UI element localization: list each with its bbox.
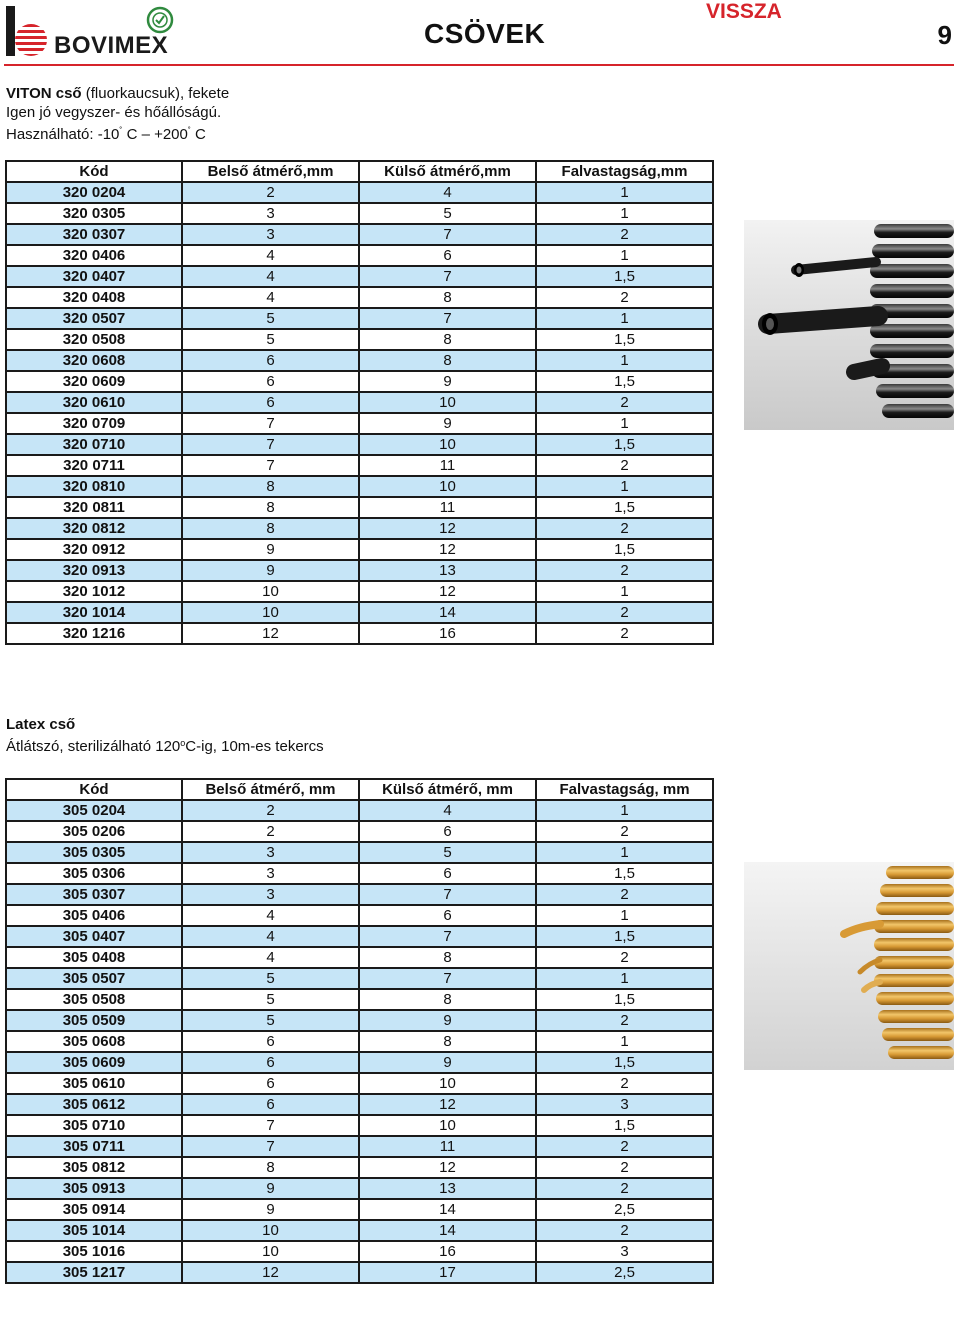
- cell-code: 320 0912: [6, 539, 182, 560]
- header-wall-thickness: Falvastagság, mm: [536, 779, 713, 800]
- cell-inner-diameter: 10: [182, 602, 359, 623]
- certification-badge-icon: [146, 6, 174, 34]
- cell-inner-diameter: 7: [182, 434, 359, 455]
- cell-code: 305 0711: [6, 1136, 182, 1157]
- cell-outer-diameter: 13: [359, 560, 536, 581]
- table-row: [6, 968, 713, 989]
- cell-wall-thickness: 2: [536, 1178, 713, 1199]
- cell-outer-diameter: 7: [359, 308, 536, 329]
- cell-outer-diameter: 16: [359, 1241, 536, 1262]
- cell-wall-thickness: 2: [536, 1220, 713, 1241]
- cell-outer-diameter: 16: [359, 623, 536, 644]
- cell-wall-thickness: 2,5: [536, 1199, 713, 1220]
- cell-inner-diameter: 6: [182, 350, 359, 371]
- cell-inner-diameter: 4: [182, 947, 359, 968]
- cell-inner-diameter: 3: [182, 863, 359, 884]
- cell-outer-diameter: 12: [359, 581, 536, 602]
- table-row: [6, 884, 713, 905]
- table-row: [6, 392, 713, 413]
- header-code: Kód: [6, 161, 182, 182]
- cell-code: 305 0507: [6, 968, 182, 989]
- cell-outer-diameter: 9: [359, 413, 536, 434]
- cell-outer-diameter: 7: [359, 224, 536, 245]
- cell-wall-thickness: 1,5: [536, 434, 713, 455]
- cell-inner-diameter: 5: [182, 329, 359, 350]
- cell-outer-diameter: 14: [359, 1220, 536, 1241]
- cell-inner-diameter: 2: [182, 821, 359, 842]
- table-row: [6, 224, 713, 245]
- table-row: [6, 1199, 713, 1220]
- cell-wall-thickness: 2: [536, 224, 713, 245]
- bovimex-logo: [4, 2, 174, 60]
- back-link[interactable]: VISSZA: [706, 0, 782, 23]
- latex-spec-table: [5, 778, 714, 1284]
- cell-inner-diameter: 7: [182, 1115, 359, 1136]
- table-header-row: [6, 779, 713, 800]
- cell-outer-diameter: 10: [359, 434, 536, 455]
- cell-wall-thickness: 1,5: [536, 989, 713, 1010]
- cell-wall-thickness: 2: [536, 287, 713, 308]
- cell-code: 320 0609: [6, 371, 182, 392]
- cell-code: 305 0913: [6, 1178, 182, 1199]
- cell-code: 320 0608: [6, 350, 182, 371]
- table-row: [6, 1241, 713, 1262]
- table-row: [6, 1262, 713, 1283]
- cell-inner-diameter: 6: [182, 392, 359, 413]
- table-row: [6, 287, 713, 308]
- cell-inner-diameter: 12: [182, 1262, 359, 1283]
- cell-code: 320 0407: [6, 266, 182, 287]
- cell-code: 320 0913: [6, 560, 182, 581]
- cell-outer-diameter: 9: [359, 1010, 536, 1031]
- cell-code: 320 0810: [6, 476, 182, 497]
- latex-description: [6, 715, 324, 756]
- viton-description: [6, 84, 229, 144]
- cell-wall-thickness: 1,5: [536, 926, 713, 947]
- header-divider: [4, 64, 954, 66]
- table-row: [6, 308, 713, 329]
- page-title: CSÖVEK: [424, 18, 546, 49]
- cell-code: 305 0406: [6, 905, 182, 926]
- cell-code: 305 1217: [6, 1262, 182, 1283]
- cell-inner-diameter: 5: [182, 1010, 359, 1031]
- latex-property-line: [6, 734, 324, 756]
- cell-code: 305 0509: [6, 1010, 182, 1031]
- cell-wall-thickness: 1: [536, 968, 713, 989]
- cell-inner-diameter: 5: [182, 308, 359, 329]
- table-row: [6, 455, 713, 476]
- cell-code: 305 0812: [6, 1157, 182, 1178]
- cell-wall-thickness: 2: [536, 602, 713, 623]
- cell-wall-thickness: 1,5: [536, 1052, 713, 1073]
- cell-wall-thickness: 1: [536, 800, 713, 821]
- cell-outer-diameter: 5: [359, 203, 536, 224]
- temp-unit-text: C: [190, 126, 206, 143]
- cell-wall-thickness: 1,5: [536, 539, 713, 560]
- cell-outer-diameter: 6: [359, 821, 536, 842]
- cell-code: 320 0710: [6, 434, 182, 455]
- cell-inner-diameter: 4: [182, 926, 359, 947]
- cell-inner-diameter: 3: [182, 842, 359, 863]
- cell-inner-diameter: 3: [182, 884, 359, 905]
- table-row: [6, 800, 713, 821]
- cell-outer-diameter: 7: [359, 926, 536, 947]
- cell-outer-diameter: 8: [359, 350, 536, 371]
- cell-wall-thickness: 1: [536, 308, 713, 329]
- table-row: [6, 1031, 713, 1052]
- cell-wall-thickness: 2: [536, 1073, 713, 1094]
- cell-code: 305 1016: [6, 1241, 182, 1262]
- cell-wall-thickness: 1,5: [536, 329, 713, 350]
- cell-outer-diameter: 9: [359, 1052, 536, 1073]
- cell-wall-thickness: 2: [536, 455, 713, 476]
- temp-min-text: Használható: -10: [6, 126, 120, 143]
- cell-wall-thickness: 2: [536, 1136, 713, 1157]
- cell-code: 320 0811: [6, 497, 182, 518]
- cell-outer-diameter: 14: [359, 1199, 536, 1220]
- table-row: [6, 350, 713, 371]
- cell-inner-diameter: 6: [182, 1052, 359, 1073]
- black-viton-tube-coil-photo: [744, 220, 954, 430]
- cell-inner-diameter: 4: [182, 266, 359, 287]
- table-row: [6, 329, 713, 350]
- degree-mark: ˚: [187, 126, 191, 136]
- table-row: [6, 863, 713, 884]
- cell-wall-thickness: 2: [536, 560, 713, 581]
- header-outer-diameter: Külső átmérő,mm: [359, 161, 536, 182]
- table-row: [6, 905, 713, 926]
- cell-outer-diameter: 4: [359, 800, 536, 821]
- cell-inner-diameter: 9: [182, 1178, 359, 1199]
- degree-mark: ˚: [119, 126, 123, 136]
- cell-inner-diameter: 5: [182, 989, 359, 1010]
- table-row: [6, 203, 713, 224]
- cell-inner-diameter: 4: [182, 245, 359, 266]
- table-row: [6, 623, 713, 644]
- table-row: [6, 476, 713, 497]
- cell-outer-diameter: 12: [359, 1094, 536, 1115]
- cell-wall-thickness: 2: [536, 821, 713, 842]
- cell-inner-diameter: 2: [182, 182, 359, 203]
- latex-property-text-end: C-ig, 10m-es tekercs: [185, 738, 324, 755]
- cell-outer-diameter: 8: [359, 1031, 536, 1052]
- cell-code: 305 1014: [6, 1220, 182, 1241]
- table-row: [6, 1073, 713, 1094]
- cell-wall-thickness: 2,5: [536, 1262, 713, 1283]
- cell-inner-diameter: 9: [182, 539, 359, 560]
- cell-outer-diameter: 10: [359, 476, 536, 497]
- cell-wall-thickness: 2: [536, 392, 713, 413]
- table-row: [6, 266, 713, 287]
- cell-outer-diameter: 11: [359, 455, 536, 476]
- cell-inner-diameter: 2: [182, 800, 359, 821]
- cell-inner-diameter: 6: [182, 371, 359, 392]
- cell-wall-thickness: 1: [536, 350, 713, 371]
- header-code: Kód: [6, 779, 182, 800]
- cell-code: 305 0408: [6, 947, 182, 968]
- cell-inner-diameter: 10: [182, 581, 359, 602]
- cell-inner-diameter: 6: [182, 1094, 359, 1115]
- table-row: [6, 821, 713, 842]
- cell-wall-thickness: 1,5: [536, 1115, 713, 1136]
- latex-title-line: [6, 715, 324, 734]
- cell-outer-diameter: 12: [359, 539, 536, 560]
- cell-wall-thickness: 1,5: [536, 266, 713, 287]
- cell-wall-thickness: 3: [536, 1094, 713, 1115]
- degree-mark: o: [180, 738, 186, 748]
- cell-inner-diameter: 3: [182, 224, 359, 245]
- cell-wall-thickness: 1,5: [536, 497, 713, 518]
- cell-code: 305 0914: [6, 1199, 182, 1220]
- cell-outer-diameter: 6: [359, 905, 536, 926]
- viton-temperature-line: [6, 122, 229, 144]
- cell-code: 305 0612: [6, 1094, 182, 1115]
- cell-code: 320 0709: [6, 413, 182, 434]
- cell-inner-diameter: 7: [182, 1136, 359, 1157]
- cell-outer-diameter: 7: [359, 266, 536, 287]
- viton-spec-table: [5, 160, 714, 645]
- cell-code: 305 0608: [6, 1031, 182, 1052]
- cell-outer-diameter: 12: [359, 1157, 536, 1178]
- cell-code: 320 0812: [6, 518, 182, 539]
- cell-inner-diameter: 6: [182, 1031, 359, 1052]
- cell-code: 320 1012: [6, 581, 182, 602]
- table-row: [6, 245, 713, 266]
- cell-code: 320 0204: [6, 182, 182, 203]
- cell-code: 320 1216: [6, 623, 182, 644]
- cell-outer-diameter: 7: [359, 884, 536, 905]
- amber-latex-tube-coil-photo: [744, 862, 954, 1070]
- cell-outer-diameter: 5: [359, 842, 536, 863]
- cell-code: 305 0305: [6, 842, 182, 863]
- cell-wall-thickness: 1: [536, 842, 713, 863]
- table-row: [6, 581, 713, 602]
- cell-wall-thickness: 2: [536, 884, 713, 905]
- cell-outer-diameter: 8: [359, 329, 536, 350]
- cell-inner-diameter: 9: [182, 560, 359, 581]
- cell-code: 320 0508: [6, 329, 182, 350]
- cell-wall-thickness: 1: [536, 1031, 713, 1052]
- cell-wall-thickness: 1: [536, 581, 713, 602]
- cell-outer-diameter: 10: [359, 1115, 536, 1136]
- table-row: [6, 539, 713, 560]
- cell-outer-diameter: 14: [359, 602, 536, 623]
- cell-outer-diameter: 13: [359, 1178, 536, 1199]
- cell-outer-diameter: 12: [359, 518, 536, 539]
- cell-wall-thickness: 1,5: [536, 371, 713, 392]
- cell-code: 305 0610: [6, 1073, 182, 1094]
- cell-wall-thickness: 2: [536, 1157, 713, 1178]
- cell-code: 320 0406: [6, 245, 182, 266]
- header-inner-diameter: Belső átmérő,mm: [182, 161, 359, 182]
- cell-outer-diameter: 8: [359, 947, 536, 968]
- viton-property-line: Igen jó vegyszer- és hőállóságú.: [6, 104, 222, 121]
- table-row: [6, 1220, 713, 1241]
- cell-inner-diameter: 12: [182, 623, 359, 644]
- cell-code: 320 0305: [6, 203, 182, 224]
- cell-code: 305 0306: [6, 863, 182, 884]
- cell-wall-thickness: 1: [536, 476, 713, 497]
- cell-code: 305 0407: [6, 926, 182, 947]
- table-row: [6, 371, 713, 392]
- viton-title-line: [6, 84, 229, 103]
- cell-wall-thickness: 1,5: [536, 863, 713, 884]
- header-wall-thickness: Falvastagság,mm: [536, 161, 713, 182]
- header-inner-diameter: Belső átmérő, mm: [182, 779, 359, 800]
- cell-inner-diameter: 8: [182, 497, 359, 518]
- cell-outer-diameter: 11: [359, 497, 536, 518]
- cell-wall-thickness: 2: [536, 518, 713, 539]
- table-row: [6, 518, 713, 539]
- cell-wall-thickness: 2: [536, 947, 713, 968]
- latex-property-text: Átlátszó, sterilizálható 120: [6, 738, 181, 755]
- table-row: [6, 1157, 713, 1178]
- table-row: [6, 842, 713, 863]
- cell-code: 320 1014: [6, 602, 182, 623]
- cell-code: 320 0711: [6, 455, 182, 476]
- latex-title: Latex cső: [6, 716, 76, 733]
- cell-outer-diameter: 10: [359, 392, 536, 413]
- page-number: 9: [937, 20, 952, 50]
- cell-wall-thickness: 1: [536, 182, 713, 203]
- cell-wall-thickness: 1: [536, 245, 713, 266]
- header-outer-diameter: Külső átmérő, mm: [359, 779, 536, 800]
- table-row: [6, 947, 713, 968]
- cell-code: 320 0307: [6, 224, 182, 245]
- viton-subtitle: (fluorkaucsuk), fekete: [81, 85, 230, 102]
- cell-inner-diameter: 5: [182, 968, 359, 989]
- cell-outer-diameter: 8: [359, 989, 536, 1010]
- table-row: [6, 1010, 713, 1031]
- table-row: [6, 926, 713, 947]
- cell-inner-diameter: 4: [182, 905, 359, 926]
- cell-outer-diameter: 6: [359, 245, 536, 266]
- cell-inner-diameter: 4: [182, 287, 359, 308]
- cell-inner-diameter: 6: [182, 1073, 359, 1094]
- brand-name: BOVIMEX: [54, 32, 169, 59]
- table-row: [6, 1052, 713, 1073]
- cell-outer-diameter: 11: [359, 1136, 536, 1157]
- temp-max-text: C – +200: [122, 126, 188, 143]
- cell-code: 305 0204: [6, 800, 182, 821]
- cell-outer-diameter: 4: [359, 182, 536, 203]
- cell-outer-diameter: 9: [359, 371, 536, 392]
- cell-code: 320 0507: [6, 308, 182, 329]
- table-row: [6, 1178, 713, 1199]
- cell-code: 305 0710: [6, 1115, 182, 1136]
- cell-code: 305 0508: [6, 989, 182, 1010]
- cell-outer-diameter: 17: [359, 1262, 536, 1283]
- cell-inner-diameter: 3: [182, 203, 359, 224]
- table-row: [6, 1136, 713, 1157]
- bovimex-logo-icon: [6, 6, 52, 58]
- cell-code: 320 0408: [6, 287, 182, 308]
- table-row: [6, 560, 713, 581]
- table-row: [6, 1115, 713, 1136]
- table-row: [6, 497, 713, 518]
- cell-code: 320 0610: [6, 392, 182, 413]
- table-row: [6, 413, 713, 434]
- cell-code: 305 0307: [6, 884, 182, 905]
- cell-code: 305 0609: [6, 1052, 182, 1073]
- table-row: [6, 602, 713, 623]
- table-row: [6, 1094, 713, 1115]
- cell-wall-thickness: 1: [536, 413, 713, 434]
- cell-outer-diameter: 7: [359, 968, 536, 989]
- viton-title: VITON cső: [6, 85, 82, 102]
- cell-outer-diameter: 8: [359, 287, 536, 308]
- cell-inner-diameter: 7: [182, 455, 359, 476]
- cell-wall-thickness: 1: [536, 203, 713, 224]
- cell-wall-thickness: 2: [536, 1010, 713, 1031]
- cell-inner-diameter: 8: [182, 518, 359, 539]
- cell-inner-diameter: 10: [182, 1241, 359, 1262]
- cell-inner-diameter: 8: [182, 476, 359, 497]
- cell-inner-diameter: 10: [182, 1220, 359, 1241]
- cell-wall-thickness: 3: [536, 1241, 713, 1262]
- cell-wall-thickness: 1: [536, 905, 713, 926]
- cell-wall-thickness: 2: [536, 623, 713, 644]
- cell-code: 305 0206: [6, 821, 182, 842]
- cell-outer-diameter: 10: [359, 1073, 536, 1094]
- cell-inner-diameter: 7: [182, 413, 359, 434]
- table-row: [6, 434, 713, 455]
- page-header: [0, 0, 960, 66]
- cell-outer-diameter: 6: [359, 863, 536, 884]
- table-row: [6, 989, 713, 1010]
- table-header-row: [6, 161, 713, 182]
- cell-inner-diameter: 9: [182, 1199, 359, 1220]
- table-row: [6, 182, 713, 203]
- cell-inner-diameter: 8: [182, 1157, 359, 1178]
